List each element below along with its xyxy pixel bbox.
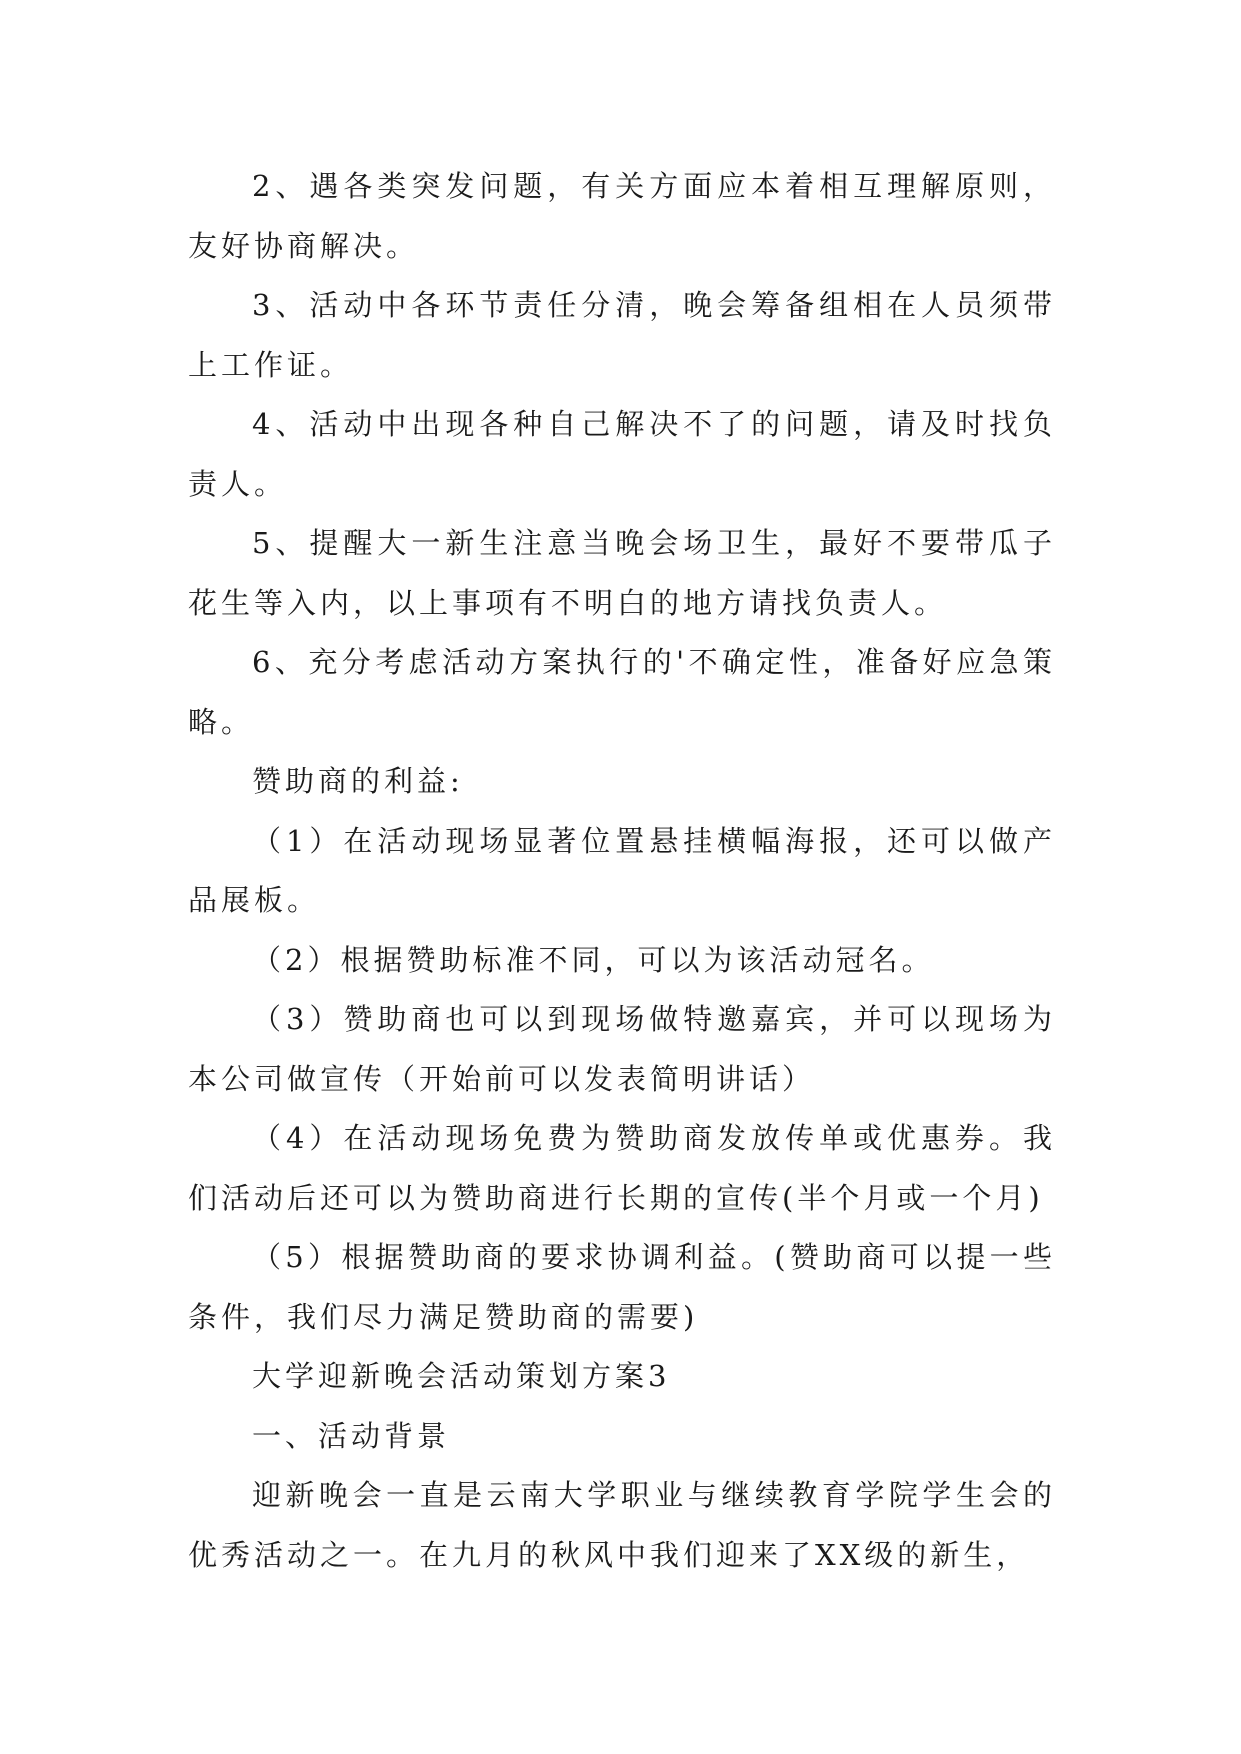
paragraph-item-5: 5、提醒大一新生注意当晚会场卫生，最好不要带瓜子花生等入内，以上事项有不明白的地方请找负责人。	[188, 526, 1056, 620]
background-paragraph: 迎新晚会一直是云南大学职业与继续教育学院学生会的优秀活动之一。在九月的秋风中我们迎来了XX级的新生，	[188, 1478, 1056, 1572]
paragraph-item-2: 2、遇各类突发问题，有关方面应本着相互理解原则，友好协商解决。	[188, 169, 1056, 263]
paragraph-item-3: 3、活动中各环节责任分清，晚会筹备组相在人员须带上工作证。	[188, 288, 1056, 382]
sponsor-benefit-3: （3）赞助商也可以到现场做特邀嘉宾，并可以现场为本公司做宣传（开始前可以发表简明讲话）	[188, 1002, 1056, 1096]
section-heading-background: 一、活动背景	[252, 1418, 451, 1453]
section-title: 大学迎新晚会活动策划方案3	[252, 1359, 671, 1393]
sponsor-benefit-5: （5）根据赞助商的要求协调利益。(赞助商可以提一些条件，我们尽力满足赞助商的需要)	[188, 1240, 1056, 1334]
document-body	[188, 157, 1056, 1585]
sponsor-benefits-heading: 赞助商的利益:	[252, 764, 464, 798]
sponsor-benefit-2: （2）根据赞助标准不同，可以为该活动冠名。	[252, 942, 935, 977]
sponsor-benefit-4: （4）在活动现场免费为赞助商发放传单或优惠券。我们活动后还可以为赞助商进行长期的宣传(半个月或一个月)	[188, 1121, 1056, 1215]
sponsor-benefit-1: （1）在活动现场显著位置悬挂横幅海报，还可以做产品展板。	[188, 823, 1056, 917]
paragraph-item-6: 6、充分考虑活动方案执行的'不确定性，准备好应急策略。	[188, 645, 1056, 739]
paragraph-item-4: 4、活动中出现各种自己解决不了的问题，请及时找负责人。	[188, 407, 1056, 501]
